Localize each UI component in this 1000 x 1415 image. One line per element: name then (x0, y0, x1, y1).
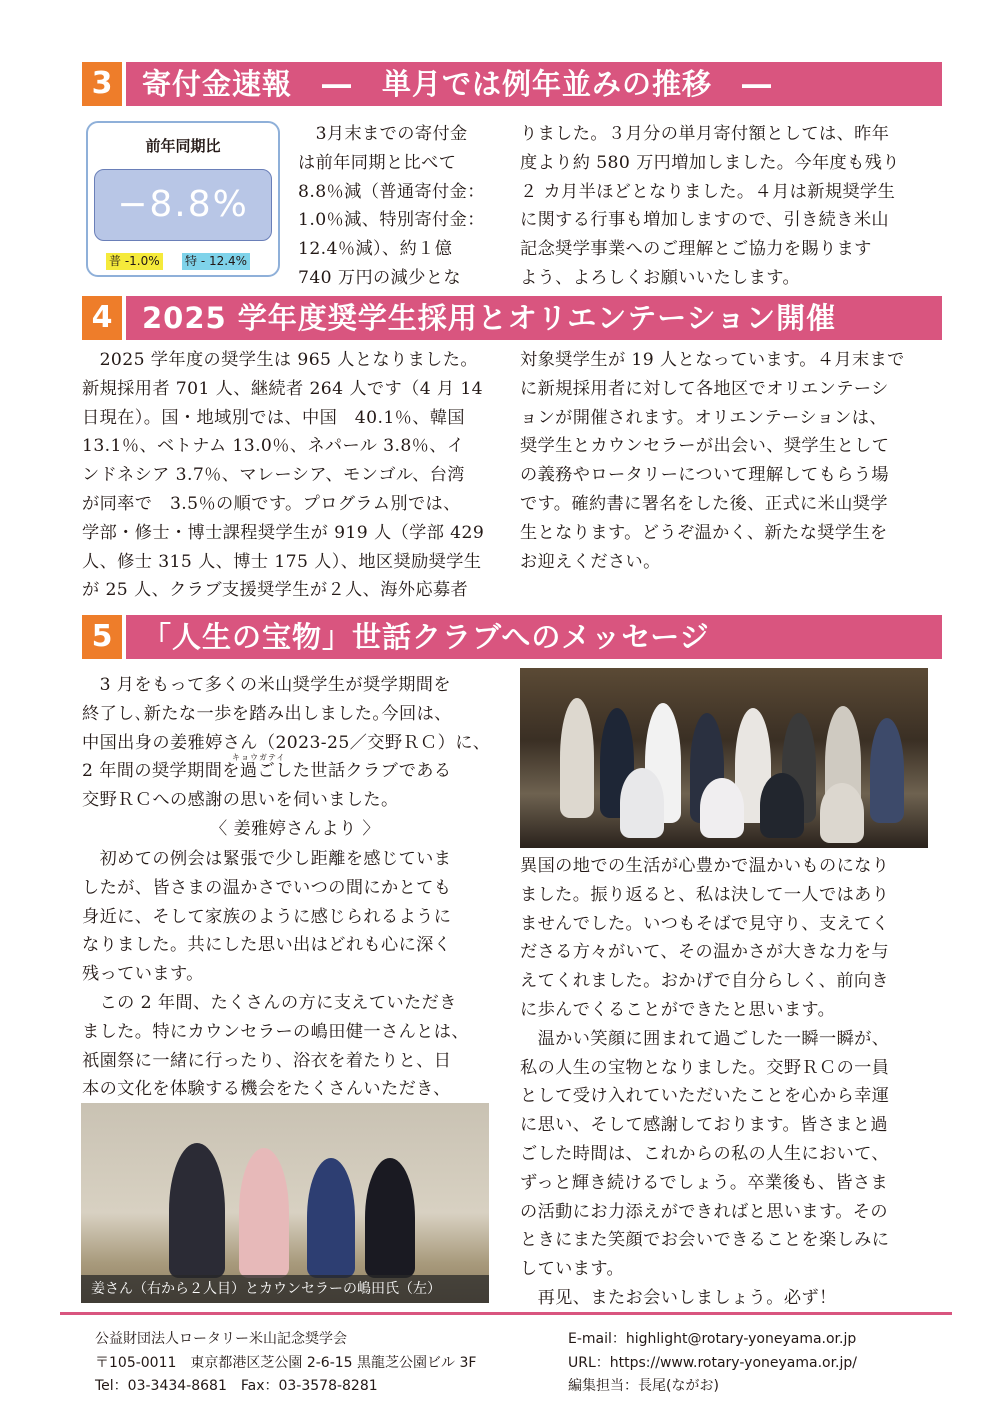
footer-divider (60, 1312, 952, 1315)
section-4-header (82, 296, 942, 340)
donation-comparison-box (86, 121, 280, 277)
section-5-intro: 3 月をもって多くの米山奨学生が奨学期間を 終了し､新たな一歩を踏み出しました｡今回は、 中国出身の姜雅婷さん（2023-25／交野ＲＣ）に、 2 年間の奨学期間を過ごした世話クラブである 交野ＲＣへの感謝の思いを伺いました。 (82, 675, 491, 811)
special-donation-tag: 特 - 12.4% (182, 253, 250, 270)
section-5-col2-body: 異国の地での生活が心豊かで温かいものになり ました。振り返ると、私は決して一人ではあり ませんでした。いつもそばで見守り、支えてく ださる方々がいて、その温かさが大きな力を与 えてくれました。おかげで自分らしく、前向き に歩んでくることができたと思います。 温かい笑顔に囲まれて過ごした一瞬一瞬が、 私の人生の宝物となりました。交野ＲＣの一員 として受け入れていただいたことを心から幸運 に思い、そして感謝しております。皆さまと過 ごした時間は、これからの私の人生において、 ずっと輝き続けるでしょう。卒業後も、皆さま の活動にお力添えができればと思います。その ときにまた笑顔でお会いできることを楽しみに しています。 再见、またお会いしましょう。必ず！ (520, 856, 890, 1308)
section-number: 4 (82, 296, 122, 340)
section-title: 「人生の宝物」世話クラブへのメッセージ (126, 615, 942, 659)
section-3-header (82, 62, 942, 106)
section-5-header (82, 615, 942, 659)
section-3-col1: 3月末までの寄付金 は前年同期と比べて 8.8％減（普通寄付金： 1.0％減、特別寄付金： 12.4％減）、約１億 740 万円の減少とな (298, 124, 485, 288)
photo-caption: 姜さん（右から２人目）とカウンセラーの嶋田氏（左） (81, 1275, 489, 1303)
section-number: 5 (82, 615, 122, 659)
section-3-col2: りました。３月分の単月寄付額としては、昨年 度より約 580 万円増加しました。今年度も残り ２ カ月半ほどとなりました。４月は新規奨学生 に関する行事も増加しますので、引き続き米山 記念奨学事業へのご理解とご協力を賜ります よう、よろしくお願いいたします。 (520, 124, 900, 288)
comparison-value: −8.8% (94, 169, 272, 241)
section-4-col2: 対象奨学生が 19 人となっています。４月末まで に新規採用者に対して各地区でオリエンテーシ ョンが開催されます。オリエンテーションは、 奨学生とカウンセラーが出会い、奨学生として の義務やロータリーについて理解してもらう場 です。確約書に署名をした後、正式に米山奨学 生となります。どうぞ温かく、新たな奨学生を お迎えください。 (520, 350, 905, 572)
footer-organization: 公益財団法人ロータリー米山記念奨学会 〒105-0011 東京都港区芝公園 2-6-15 黒龍芝公園ビル 3F Tel：03-3434-8681 Fax：03-3578-8281 (95, 1331, 477, 1394)
name-ruby: キョウガテイ (232, 753, 286, 762)
comparison-label: 前年同期比 (145, 137, 221, 155)
section-title: 寄付金速報 ― 単月では例年並みの推移 ― (126, 62, 942, 106)
footer-contact: E-mail：highlight@rotary-yoneyama.or.jp URL：https://www.rotary-yoneyama.or.jp/ 編集担当：長尾(ながお) (568, 1331, 858, 1394)
kimono-photo (81, 1103, 489, 1303)
section-5-col1-body: 初めての例会は緊張で少し距離を感じていま したが、皆さまの温かさでいつの間にかとても 身近に、そして家族のように感じられるように なりました。共にした思い出はどれも心に深く 残っています。 この 2 年間、たくさんの方に支えていただき ました。特にカウンセラーの嶋田健一さんとは、 祇園祭に一緒に行ったり、浴衣を着たりと、日 本の文化を体験する機会をたくさんいただき、 (82, 849, 469, 1100)
section-number: 3 (82, 62, 122, 106)
message-from-label: 〈 姜雅婷さんより 〉 (210, 819, 381, 839)
section-4-col1: 2025 学年度の奨学生は 965 人となりました。 新規採用者 701 人、継続者 264 人です（4 月 14 日現在）。国・地域別では、中国 40.1％、韓国 13.1％、ベトナム 13.0％、ネパール 3.8％、イ ンドネシア 3.7％、マレーシア、モンゴル、台湾 が同率で 3.5％の順です。プログラム別では、 学部・修士・博士課程奨学生が 919 人（学部 429 人、修士 315 人、博士 175 人）、地区奨励奨学生 が 25 人、クラブ支援奨学生が２人、海外応募者 (82, 350, 485, 601)
regular-donation-tag: 普 -1.0% (106, 253, 163, 270)
section-title: 2025 学年度奨学生採用とオリエンテーション開催 (126, 296, 942, 340)
group-photo (520, 668, 928, 848)
